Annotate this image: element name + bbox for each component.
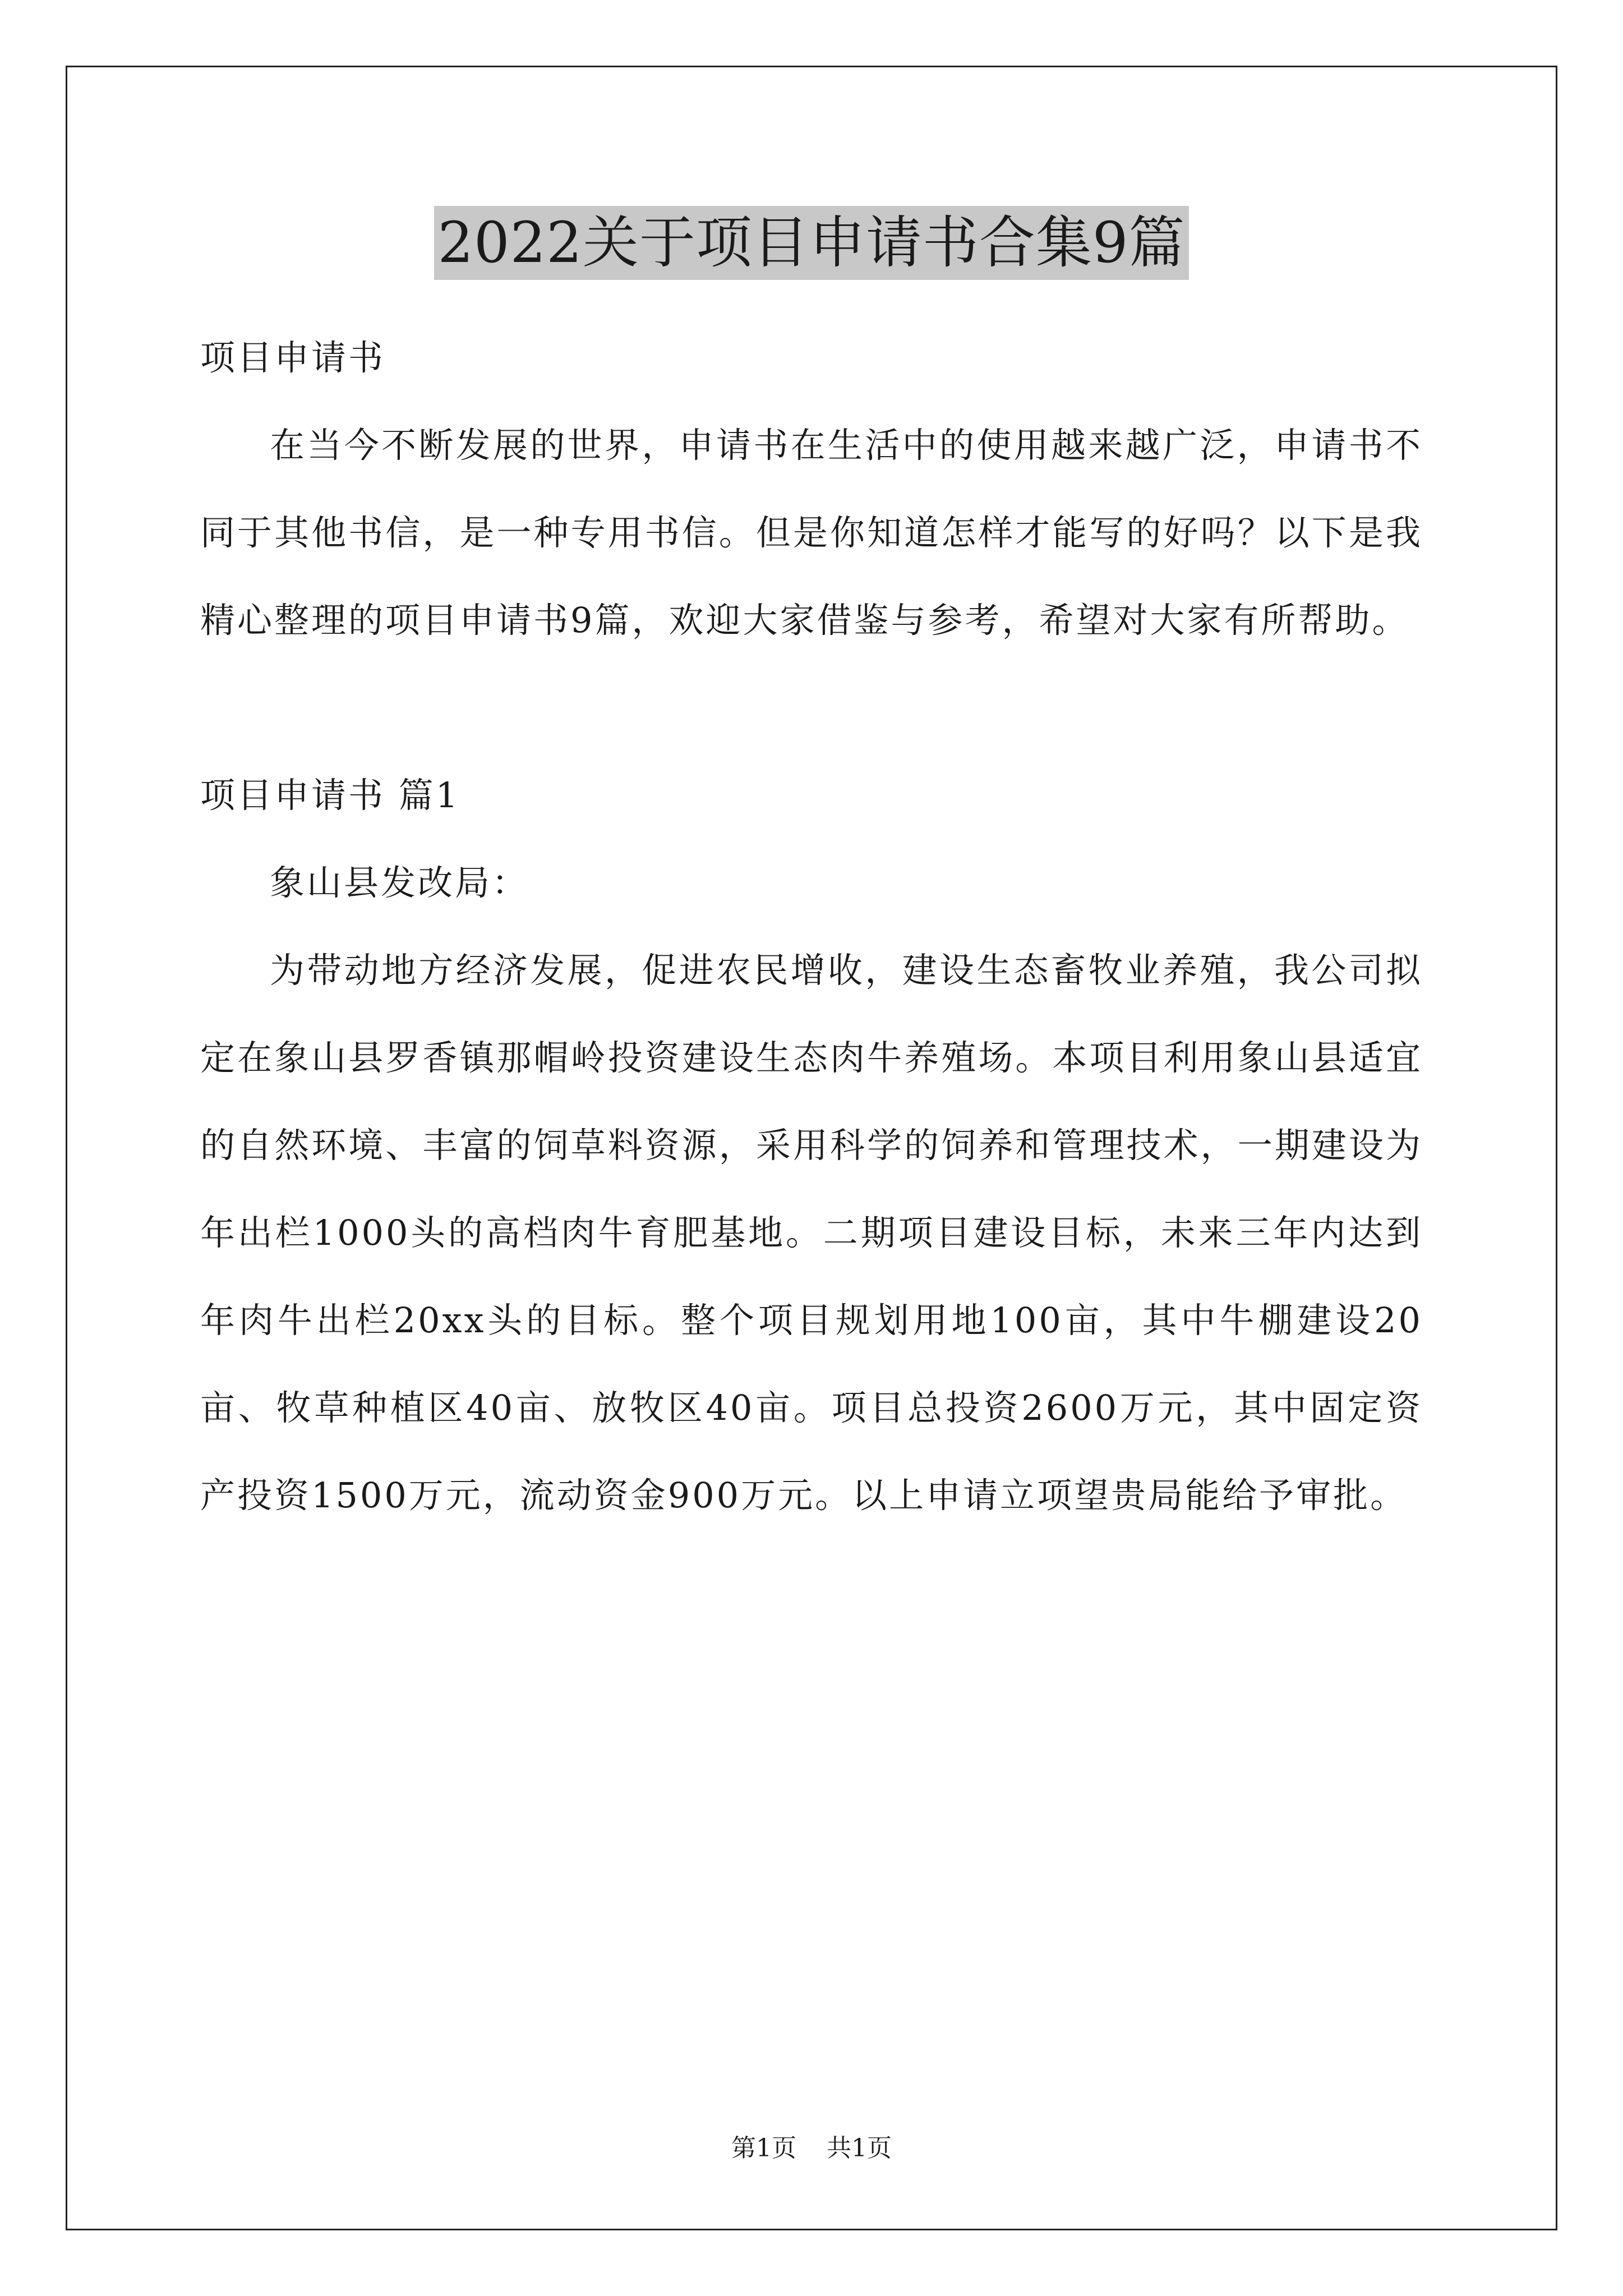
section1-body: 为带动地方经济发展，促进农民增收，建设生态畜牧业养殖，我公司拟定在象山县罗香镇那帽岭投资建设生态肉牛养殖场。本项目利用象山县适宜的自然环境、丰富的饲草料资源，采用科学的饲养和管理技术，一期建设为年出栏1000头的高档肉牛育肥基地。二期项目建设目标，未来三年内达到年肉牛出栏20xx头的目标。整个项目规划用地100亩，其中牛棚建设20亩、牧草种植区40亩、放牧区40亩。项目总投资2600万元，其中固定资产投资1500万元，流动资金900万元。以上申请立项望贵局能给予审批。 [200, 950, 1423, 1516]
intro-paragraph: 在当今不断发展的世界，申请书在生活中的使用越来越广泛，申请书不同于其他书信，是一种专用书信。但是你知道怎样才能写的好吗？以下是我精心整理的项目申请书9篇，欢迎大家借鉴与参考，希望对大家有所帮助。 [200, 425, 1423, 641]
section-spacer [200, 664, 1423, 752]
title-container [0, 206, 1623, 280]
intro-heading: 项目申请书 [200, 337, 386, 378]
page-number-total: 共1页 [827, 2134, 892, 2162]
section1-heading: 项目申请书 篇1 [200, 775, 460, 816]
page-footer [0, 2132, 1623, 2165]
page-number-current: 第1页 [731, 2134, 796, 2162]
section1-salutation: 象山县发改局： [270, 862, 529, 903]
document-title: 2022关于项目申请书合集9篇 [434, 206, 1188, 280]
document-body [200, 314, 1423, 1539]
